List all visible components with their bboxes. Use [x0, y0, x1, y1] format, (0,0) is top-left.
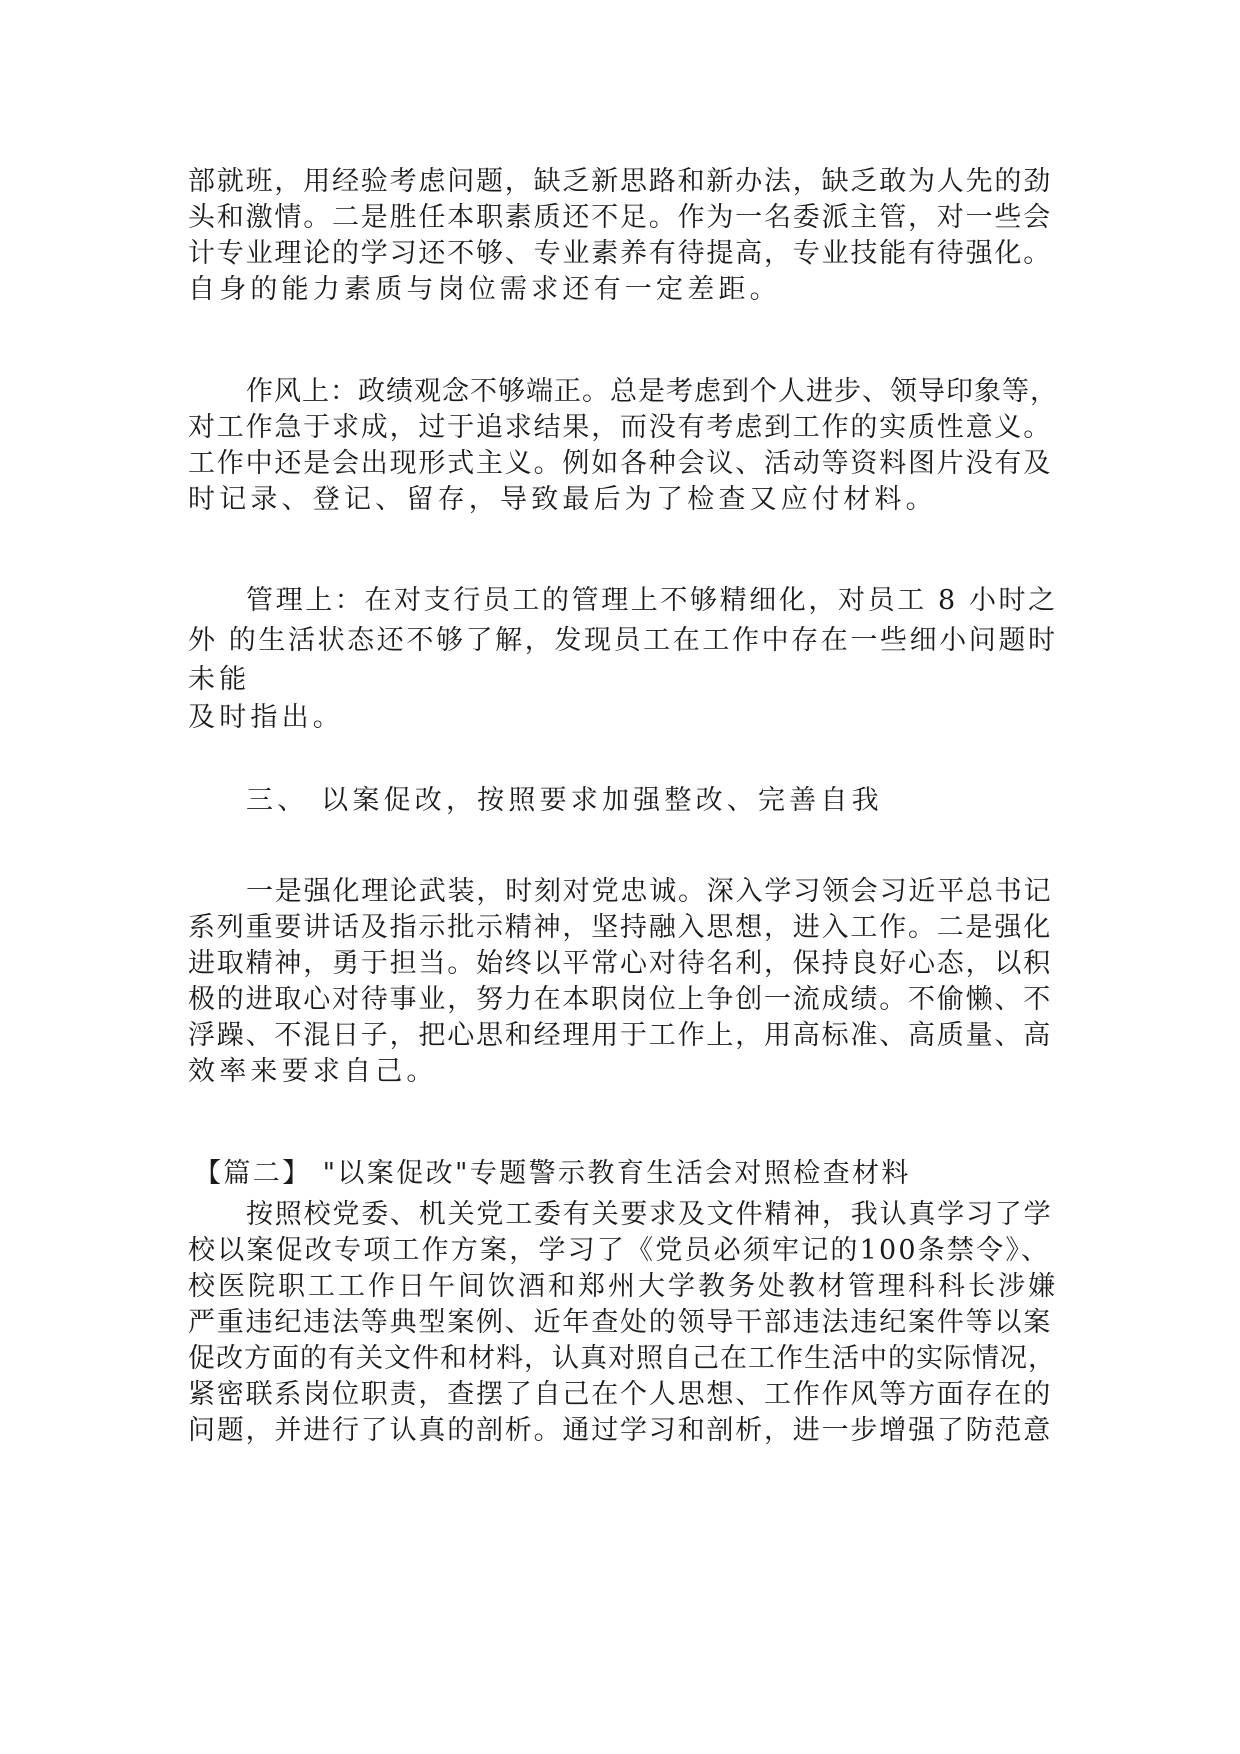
paragraph-line: 问题，并进行了认真的剖析。通过学习和剖析，进一步增强了防范意: [188, 1415, 1052, 1446]
paragraph-line: 校医院职工工作日午间饮酒和郑州大学教务处教材管理科科长涉嫌: [188, 1271, 1058, 1302]
paragraph-line: 及时指出。: [188, 702, 344, 733]
paragraph-line: 对工作急于求成，过于追求结果，而没有考虑到工作的实质性意义。: [188, 412, 1052, 443]
paragraph-line: 管理上：在对支行员工的管理上不够精细化，对员工 8 小时之: [246, 585, 1058, 616]
paragraph-line: 校以案促改专项工作方案，学习了《党员必须牢记的100条禁令》、: [188, 1235, 1051, 1266]
paragraph-line: 促改方面的有关文件和材料，认真对照自己在工作生活中的实际情况，: [188, 1343, 1056, 1374]
paragraph-line: 时记录、登记、留存，导致最后为了检查又应付材料。: [188, 484, 937, 515]
paragraph-line: 计专业理论的学习还不够、专业素养有待提高，专业技能有待强化。: [188, 238, 1052, 269]
paragraph-line: 未能: [188, 664, 251, 695]
paragraph-line: 系列重要讲话及指示批示精神，坚持融入思想，进入工作。二是强化: [188, 912, 1052, 943]
paragraph-line: 浮躁、不混日子，把心思和经理用于工作上，用高标准、高质量、高: [188, 1020, 1052, 1051]
section-title: 【篇二】 "以案促改"专题警示教育生活会对照检查材料: [194, 1158, 911, 1189]
paragraph-line: 极的进取心对待事业，努力在本职岗位上争创一流成绩。不偷懒、不: [188, 984, 1052, 1015]
paragraph-line: 按照校党委、机关党工委有关要求及文件精神，我认真学习了学: [246, 1199, 1053, 1230]
paragraph-line: 外 的生活状态还不够了解，发现员工在工作中存在一些细小问题时: [188, 625, 1058, 656]
paragraph-line: 作风上：政绩观念不够端正。总是考虑到个人进步、领导印象等，: [246, 376, 1058, 407]
paragraph-line: 紧密联系岗位职责，查摆了自己在个人思想、工作作风等方面存在的: [188, 1379, 1052, 1410]
paragraph-line: 效率来要求自己。: [188, 1056, 438, 1087]
paragraph-line: 严重违纪违法等典型案例、近年查处的领导干部违法违纪案件等以案: [188, 1307, 1052, 1338]
paragraph-line: 工作中还是会出现形式主义。例如各种会议、活动等资料图片没有及: [188, 448, 1052, 479]
paragraph-line: 部就班，用经验考虑问题，缺乏新思路和新办法，缺乏敢为人先的劲: [188, 166, 1052, 197]
paragraph-line: 一是强化理论武装，时刻对党忠诚。深入学习领会习近平总书记: [246, 876, 1053, 907]
section-heading: 三、 以案促改，按照要求加强整改、完善自我: [246, 785, 883, 816]
paragraph-line: 头和激情。二是胜任本职素质还不足。作为一名委派主管，对一些会: [188, 202, 1052, 233]
paragraph-line: 进取精神，勇于担当。始终以平常心对待名利，保持良好心态，以积: [188, 948, 1052, 979]
paragraph-line: 自身的能力素质与岗位需求还有一定差距。: [188, 274, 781, 305]
